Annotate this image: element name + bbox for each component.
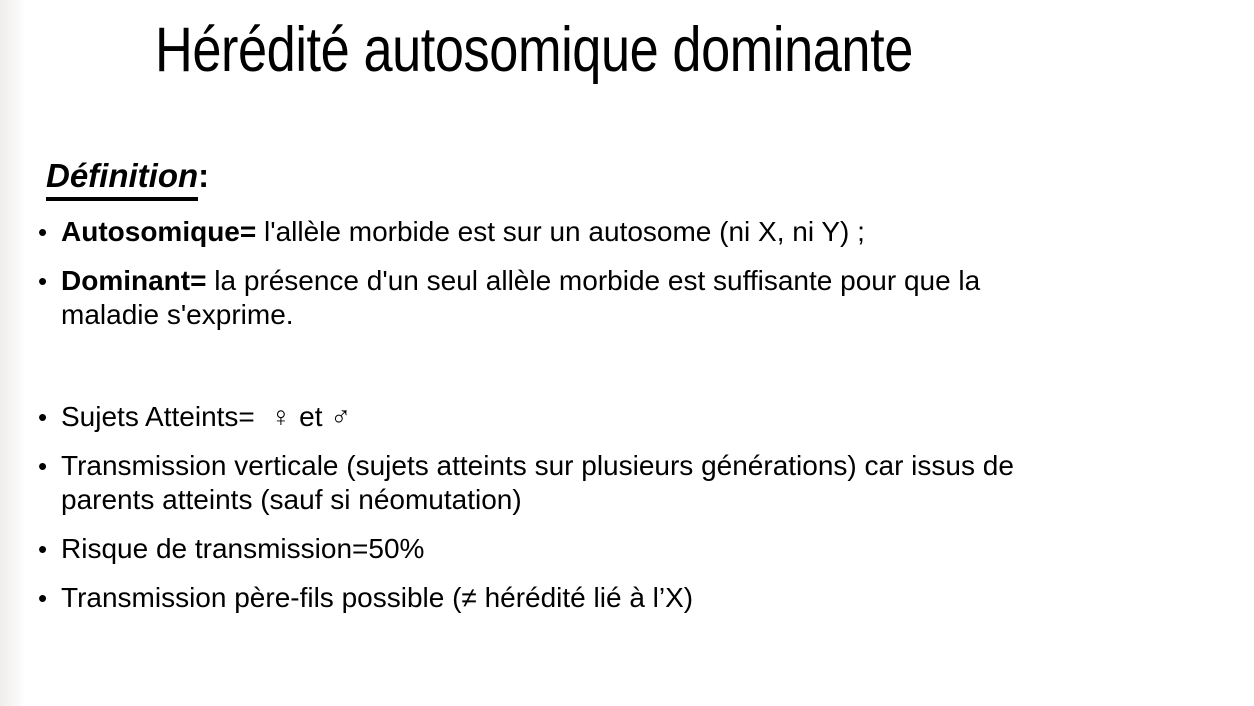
bullet-text: Transmission père-fils possible (≠ hérédité lié à l’X) xyxy=(61,582,694,613)
bullet-dominant xyxy=(36,264,1196,332)
slide-title xyxy=(155,12,1068,88)
bullet-autosomique xyxy=(36,215,1196,249)
bullet-text: la présence d'un seul allèle morbide est suffisante pour que la xyxy=(206,265,981,296)
definition-heading-text: Définition xyxy=(46,156,198,201)
definition-heading-colon: : xyxy=(198,157,210,194)
bullet-text: Transmission verticale (sujets atteints sur plusieurs générations) car issus de xyxy=(61,450,1014,481)
bullet-lead: Autosomique= xyxy=(61,216,257,247)
bullet-text-line2: parents atteints (sauf si néomutation) xyxy=(61,484,522,515)
characteristics-bullet-list xyxy=(36,400,1196,615)
bullet-transmission-verticale xyxy=(36,449,1196,517)
bullet-risque-transmission xyxy=(36,532,1196,566)
slide-body xyxy=(36,156,1196,630)
bullet-text: l'allèle morbide est sur un autosome (ni X, ni Y) ; xyxy=(256,216,865,247)
bullet-sujets-atteints xyxy=(36,400,1196,434)
bullet-text-line2: maladie s'exprime. xyxy=(61,299,294,330)
bullet-text: Sujets Atteints= ♀ et ♂ xyxy=(61,401,352,432)
definition-heading xyxy=(46,156,1196,201)
slide-title-text: Hérédité autosomique dominante xyxy=(155,15,913,85)
definition-bullet-list xyxy=(36,215,1196,332)
bullet-transmission-pere-fils xyxy=(36,581,1196,615)
bullet-text: Risque de transmission=50% xyxy=(61,533,425,564)
bullet-lead: Dominant= xyxy=(61,265,207,296)
